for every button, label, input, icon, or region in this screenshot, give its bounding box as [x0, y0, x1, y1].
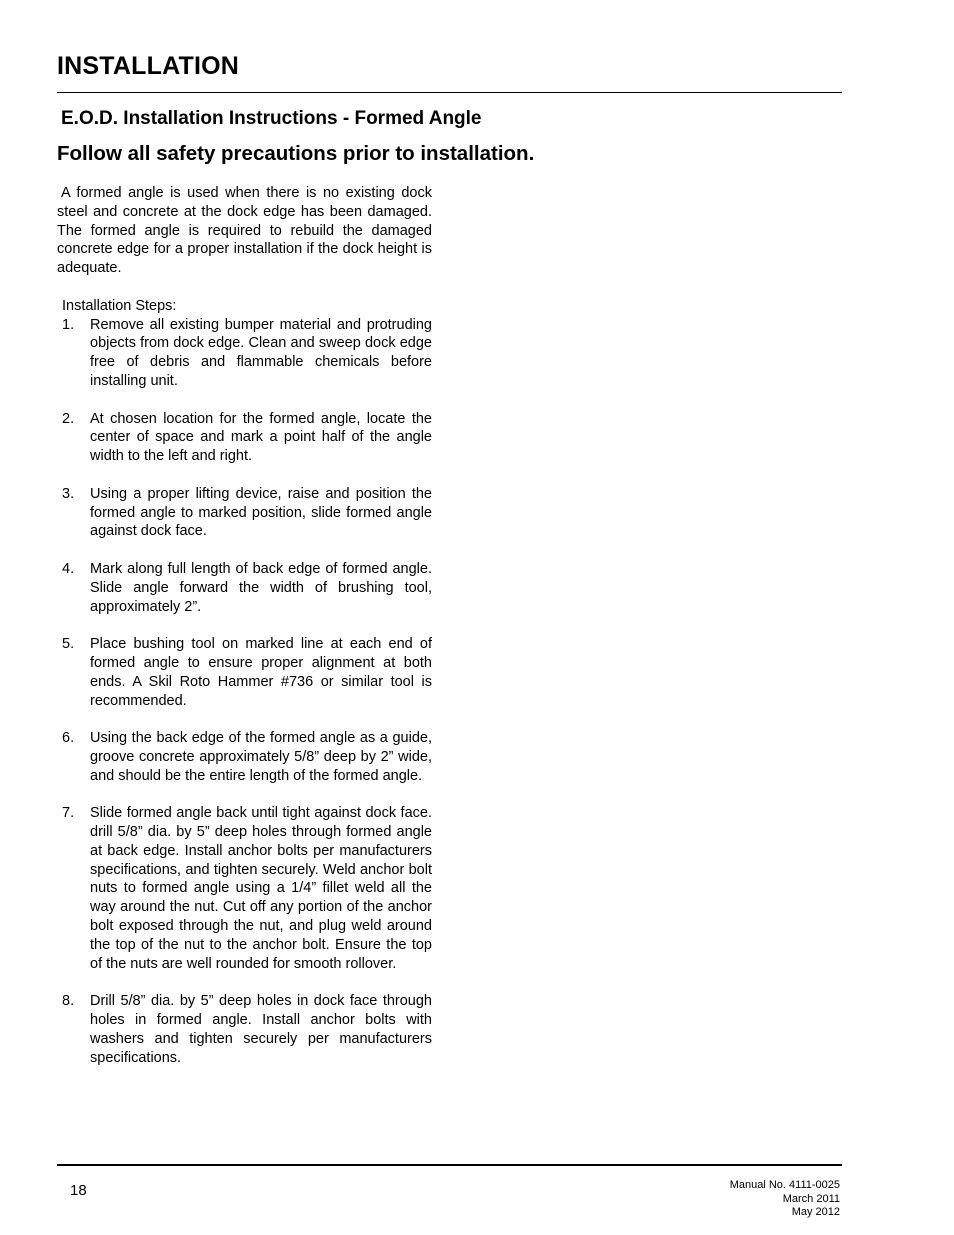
- page-number: 18: [70, 1182, 87, 1199]
- step-item: [57, 804, 432, 973]
- step-number: 4.: [62, 560, 75, 577]
- instructions-column: [57, 184, 432, 1086]
- manual-info: [730, 1179, 840, 1220]
- step-number: 1.: [62, 316, 75, 333]
- step-number: 6.: [62, 730, 75, 747]
- step-number: 7.: [62, 805, 75, 822]
- intro-paragraph: A formed angle is used when there is no existing dock steel and concrete at the dock edge has been damaged. The formed angle is required to rebuild the damaged concrete edge for a proper installation if the dock height is adequate.: [57, 185, 432, 277]
- steps-list: [57, 316, 432, 1068]
- step-text: Remove all existing bumper material and protruding objects from dock edge. Clean and sweep dock edge free of debris and flammable chemicals before installing unit.: [90, 316, 432, 389]
- step-text: Slide formed angle back until tight against dock face. drill 5/8” dia. by 5” deep holes through formed angle at back edge. Install anchor bolts per manufacturers specifications, and tighten securely. Weld anchor bolt nuts to formed angle using a 1/4” fillet weld all the way around the nut. Cut off any portion of the anchor bolt exposed through the nut, and plug weld around the top of the nut to the anchor bolt. Ensure the top of the nuts are well rounded for smooth rollover.: [90, 805, 432, 972]
- publish-date: March 2011: [782, 1192, 840, 1205]
- step-text: At chosen location for the formed angle, locate the center of space and mark a point half of the angle width to the left and right.: [90, 410, 432, 465]
- step-text: Using the back edge of the formed angle as a guide, groove concrete approximately 5/8” deep by 2” wide, and should be the entire length of the formed angle.: [90, 730, 432, 784]
- step-number: 8.: [62, 993, 75, 1010]
- step-item: [57, 410, 432, 466]
- section-title: E.O.D. Installation Instructions - Formed Angle: [61, 108, 482, 129]
- manual-number: Manual No. 4111-0025: [729, 1179, 840, 1191]
- step-item: [57, 485, 432, 541]
- step-item: [57, 560, 432, 616]
- step-item: [57, 316, 432, 391]
- safety-note: Follow all safety precautions prior to installation.: [57, 142, 535, 165]
- header-divider: [57, 92, 842, 93]
- steps-label: Installation Steps:: [62, 297, 177, 314]
- step-text: Drill 5/8” dia. by 5” deep holes in dock face through holes in formed angle. Install anchor bolts with washers and tighten securely per manufacturers specifications.: [90, 993, 432, 1066]
- revision-date: May 2012: [791, 1206, 840, 1218]
- step-text: Using a proper lifting device, raise and position the formed angle to marked position, slide formed angle against dock face.: [90, 485, 432, 540]
- page-title: INSTALLATION: [57, 52, 240, 80]
- step-number: 3.: [62, 485, 75, 502]
- footer-divider: [57, 1164, 842, 1166]
- step-number: 5.: [62, 636, 75, 653]
- step-number: 2.: [62, 410, 75, 427]
- step-item: [57, 729, 432, 785]
- step-item: [57, 992, 432, 1067]
- step-item: [57, 635, 432, 710]
- step-text: Mark along full length of back edge of formed angle. Slide angle forward the width of brushing tool, approximately 2”.: [90, 560, 432, 615]
- step-text: Place bushing tool on marked line at each end of formed angle to ensure proper alignment at both ends. A Skil Roto Hammer #736 or similar tool is recommended.: [90, 636, 432, 709]
